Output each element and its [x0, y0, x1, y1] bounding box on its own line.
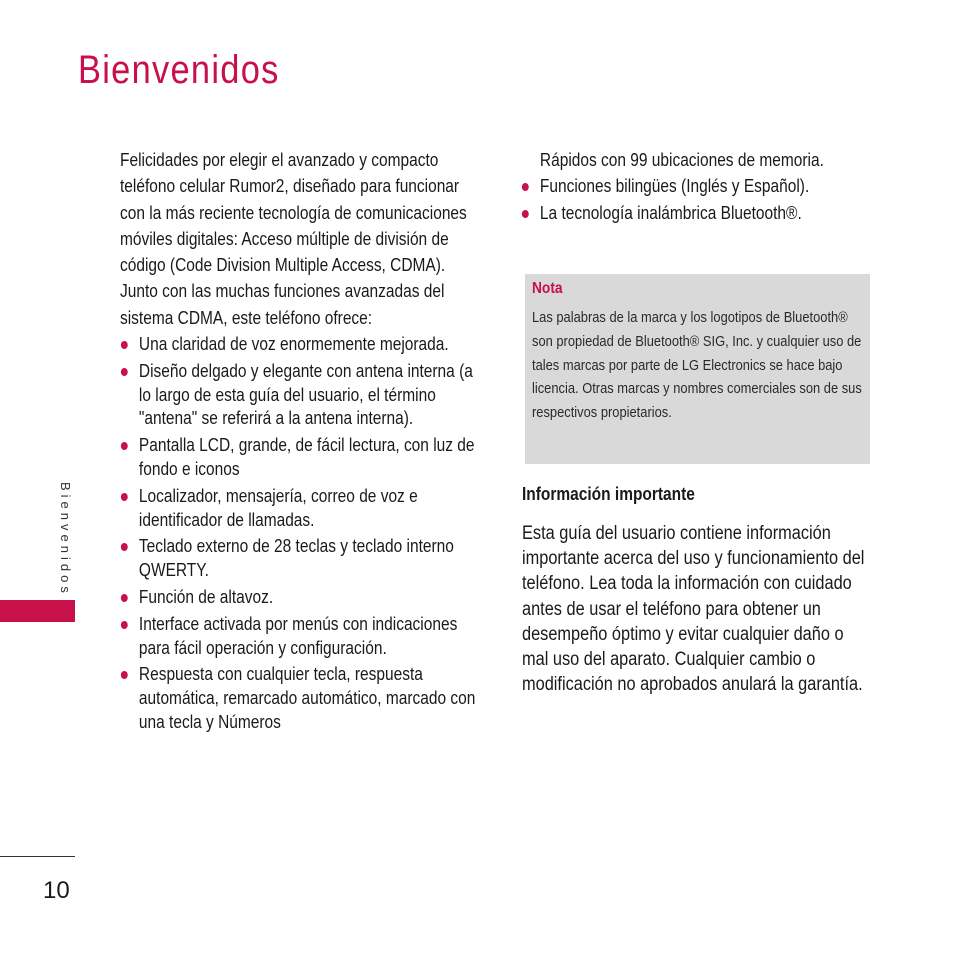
bullet-dot-icon: [121, 594, 128, 602]
list-item: [120, 613, 479, 661]
list-item-text: Localizador, mensajería, correo de voz e identificador de llamadas.: [138, 485, 418, 530]
list-item: [120, 333, 479, 357]
left-column-content: [120, 147, 479, 735]
list-item-text: Respuesta con cualquier tecla, respuesta automática, remarcado automático, marcado con una tecla y Números: [138, 664, 476, 733]
intro-paragraph: [120, 147, 479, 331]
note-title: Nota: [532, 280, 563, 297]
right-column: [521, 147, 873, 229]
bullet-dot-icon: [121, 368, 128, 376]
list-item: [521, 175, 872, 199]
side-section-label: Bienvenidos: [58, 482, 73, 597]
footer-divider: [0, 856, 75, 857]
note-body: Las palabras de la marca y los logotipos de Bluetooth® son propiedad de Bluetooth® SIG, Inc. y cualquier uso de tales marcas por parte de LG Electronics se hace bajo licencia. Otras marcas y nombres comerciales son de sus respectivos propietarios.: [532, 309, 862, 422]
right-column-content: [521, 147, 872, 226]
list-item: [120, 663, 479, 734]
bullet-dot-icon: [522, 183, 529, 191]
bullet-dot-icon: [121, 442, 128, 450]
list-item: [120, 586, 479, 610]
list-item: [521, 202, 872, 226]
bullet-dot-icon: [121, 543, 128, 551]
page-title: Bienvenidos: [78, 48, 280, 92]
list-item: [120, 360, 479, 431]
bullet-dot-icon: [121, 341, 128, 349]
page-number: 10: [43, 877, 70, 904]
section-paragraph: Esta guía del usuario contiene información importante acerca del uso y funcionamiento del teléfono. Lea toda la información con cuidado antes de usar el teléfono para obtener un desempeño óptimo y evitar cualquier daño o mal uso del aparato. Cualquier cambio o modificación no aprobados anulará la garantía.: [522, 523, 865, 696]
list-item: [120, 434, 479, 482]
list-item-text: Una claridad de voz enormemente mejorada.: [138, 334, 449, 355]
section-tab-marker: [0, 600, 75, 622]
list-item-text: La tecnología inalámbrica Bluetooth®.: [539, 203, 802, 224]
feature-list: [120, 333, 479, 735]
intro-text-start: Felicidades por elegir el avanzado y compacto teléfono celular: [120, 150, 439, 197]
list-item-text: Diseño delgado y elegante con antena interna (a lo largo de esta guía del usuario, el término "antena" se referirá a la antena interna).: [138, 360, 473, 429]
list-item-text: Interface activada por menús con indicaciones para fácil operación y configuración.: [138, 613, 458, 658]
note-box: [525, 274, 870, 464]
product-name: Rumor2: [229, 176, 285, 197]
intro-text-end: , diseñado para funcionar con la más reciente tecnología de comunicaciones móviles digitales: Acceso múltiple de división de código (Code Division Multiple Access, CDMA). Junto con las muchas funciones avanzadas del sistema CDMA, este teléfono ofrece:: [120, 176, 467, 328]
bullet-dot-icon: [121, 621, 128, 629]
section-heading: Información importante: [522, 484, 695, 504]
bullet-dot-icon: [121, 493, 128, 501]
list-continuation: Rápidos con 99 ubicaciones de memoria.: [539, 150, 824, 170]
list-item-text: Funciones bilingües (Inglés y Español).: [539, 176, 810, 197]
list-item: [120, 485, 479, 533]
feature-list-continued: [521, 175, 872, 226]
bullet-dot-icon: [522, 210, 529, 218]
list-item-text: Pantalla LCD, grande, de fácil lectura, con luz de fondo e iconos: [138, 435, 475, 480]
list-item: [120, 535, 479, 583]
list-item-text: Función de altavoz.: [138, 587, 274, 608]
list-item-text: Teclado externo de 28 teclas y teclado interno QWERTY.: [138, 536, 454, 581]
bullet-dot-icon: [121, 671, 128, 679]
left-column: [120, 147, 480, 738]
